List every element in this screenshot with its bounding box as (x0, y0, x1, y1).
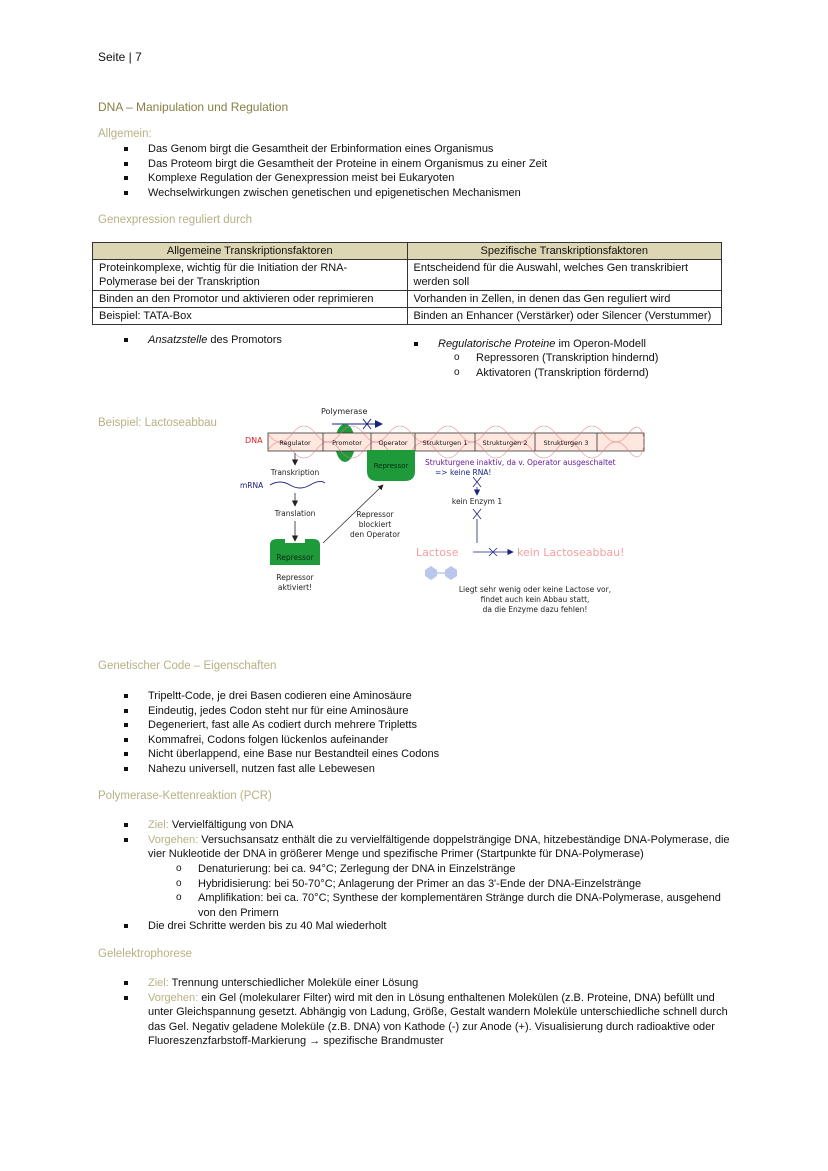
italic-term: Ansatzstelle (148, 334, 208, 346)
italic-term: Regulatorische Proteine (438, 338, 556, 350)
table-cell: Binden an Enhancer (Verstärker) oder Silencer (Verstummer) (407, 308, 722, 325)
list-item: Nicht überlappend, eine Base nur Bestandteil eines Codons (98, 747, 738, 762)
list-item (98, 976, 738, 991)
code-list (98, 689, 738, 776)
ziel-text: Vervielfältigung von DNA (168, 819, 294, 831)
list-item (98, 991, 738, 1049)
table-cell: Binden an den Promotor und aktivieren oder reprimieren (93, 291, 408, 308)
strukturgene-inaktiv: Strukturgene inaktiv, da v. Operator ausgeschaltet (425, 458, 616, 467)
list-item: Die drei Schritte werden bis zu 40 Mal wiederholt (98, 919, 738, 934)
list-item: Degeneriert, fast alle As codiert durch mehrere Tripletts (98, 718, 738, 733)
list-item: Das Genom birgt die Gesamtheit der Erbinformation eines Organismus (98, 142, 738, 157)
segment-strukturgen-3: Strukturgen 3 (543, 439, 589, 447)
segment-promotor: Promotor (332, 439, 362, 447)
kein-abbau-label: kein Lactoseabbau! (517, 546, 625, 559)
ziel-label: Ziel: (148, 819, 169, 831)
table-cell: Beispiel: TATA-Box (93, 308, 408, 325)
gel-list (98, 976, 738, 1049)
table-row (93, 308, 722, 325)
gel-heading: Gelelektrophorese (98, 948, 192, 960)
segment-regulator: Regulator (279, 439, 311, 447)
list-item (98, 333, 388, 348)
dna-label: DNA (245, 436, 263, 445)
translation-label: Translation (274, 509, 316, 518)
segment-operator: Operator (378, 439, 408, 447)
kein-enzym-label: kein Enzym 1 (451, 497, 503, 506)
list-item: Nahezu universell, nutzen fast alle Lebewesen (98, 762, 738, 777)
footer-line3: da die Enzyme dazu fehlen! (482, 605, 588, 614)
pcr-steps (110, 862, 728, 920)
cross-icon (473, 509, 481, 519)
footer-line1: Liegt sehr wenig oder keine Lactose vor, (458, 585, 612, 594)
list-item: o Hybridisierung: bei 50-70°C; Anlagerung der Primer an das 3'-Ende der DNA-Einzelstränge (110, 877, 728, 892)
footer-line2: findet auch kein Abbau statt, (480, 595, 590, 604)
page-number: Seite | 7 (98, 50, 142, 64)
table-cell: Proteinkomplexe, wichtig für die Initiation der RNA-Polymerase bei der Transkription (93, 260, 408, 291)
polymerase-label: Polymerase (321, 407, 368, 416)
table-cell: Vorhanden in Zellen, in denen das Gen reguliert wird (407, 291, 722, 308)
genexpression-heading: Genexpression reguliert durch (98, 214, 253, 226)
note-text: des Promotors (207, 334, 282, 346)
vorgehen-text: ein Gel (molekularer Filter) wird mit den in Lösung enthaltenen Molekülen (z.B. Proteine, DNA) befüllt und unter Gleichspannung gesetzt. Abhängig von Ladung, Größe, Gestalt wandern Moleküle unterschiedliche schnell durch das Gel. Negativ geladene Moleküle (z.B. DNA) von Kathode (-) zur Anode (+). Visualisierung durch radioaktive oder Fluoreszenzfarbstoff-Markierung → spezifische Brandmuster (148, 991, 728, 1047)
cross-icon (473, 477, 481, 487)
pcr-wiederholt-list (98, 919, 738, 934)
blockiert-line2: blockiert (358, 520, 392, 529)
keine-rna: => keine RNA! (435, 468, 492, 477)
list-item (98, 833, 738, 862)
segment-strukturgen-1: Strukturgen 1 (422, 439, 468, 447)
right-note-list (388, 337, 728, 352)
repressor-free-label: Repressor (276, 553, 314, 562)
list-item (388, 337, 728, 352)
table-row (93, 291, 722, 308)
code-heading: Genetischer Code – Eigenschaften (98, 660, 277, 672)
right-sub-list (388, 351, 728, 380)
table-header: Spezifische Transkriptionsfaktoren (407, 243, 722, 260)
list-item: Eindeutig, jedes Codon steht nur für eine Aminosäure (98, 704, 738, 719)
allgemein-heading: Allgemein: (98, 128, 152, 140)
list-item: Komplexe Regulation der Genexpression meist bei Eukaryoten (98, 171, 738, 186)
pcr-heading: Polymerase-Kettenreaktion (PCR) (98, 790, 272, 802)
list-item: Wechselwirkungen zwischen genetischen und epigenetischen Mechanismen (98, 186, 738, 201)
blockiert-line3: den Operator (349, 530, 401, 539)
vorgehen-label: Vorgehen: (148, 833, 199, 846)
list-item: o Denaturierung: bei ca. 94°C; Zerlegung der DNA in Einzelstränge (110, 862, 728, 877)
beispiel-heading: Beispiel: Lactoseabbau (98, 417, 217, 429)
transcription-factors-table (92, 242, 722, 325)
list-item: Kommafrei, Codons folgen lückenlos aufeinander (98, 733, 738, 748)
list-item: Tripeltt-Code, je drei Basen codieren eine Aminosäure (98, 689, 738, 704)
ziel-text: Trennung unterschiedlicher Moleküle einer Lösung (168, 977, 419, 989)
vorgehen-text: Versuchsansatz enthält die zu vervielfältigende doppelsträngige DNA, hitzebeständige DNA-Polymerase, die vier Nukleotide der DNA in größerer Menge und spezifische Primer (Startpunkte für DNA-Polymerase) (148, 833, 730, 860)
list-item (98, 818, 738, 833)
lactose-label: Lactose (416, 546, 459, 559)
list-item: o Repressoren (Transkription hindernd) (388, 351, 728, 366)
pcr-list (98, 818, 738, 862)
segment-strukturgen-2: Strukturgen 2 (482, 439, 528, 447)
list-item: o Amplifikation: bei ca. 70°C; Synthese der komplementären Stränge durch die DNA-Polymerase, ausgehend von den Primern (110, 891, 728, 920)
repressor-aktiviert-line2: aktiviert! (277, 583, 313, 592)
list-item: o Aktivatoren (Transkription fördernd) (388, 366, 728, 381)
vorgehen-label: Vorgehen: (148, 991, 199, 1004)
table-row (93, 260, 722, 291)
allgemein-list (98, 142, 738, 200)
repressor-aktiviert-line1: Repressor (276, 573, 314, 582)
table-header: Allgemeine Transkriptionsfaktoren (93, 243, 408, 260)
repressor-bound-label: Repressor (373, 462, 409, 470)
mrna-wave (270, 481, 325, 488)
left-note-list (98, 333, 388, 348)
transkription-label: Transkription (270, 468, 320, 477)
note-text: im Operon-Modell (555, 338, 646, 350)
lactose-operon-diagram (235, 403, 648, 620)
mrna-label: mRNA (240, 481, 264, 490)
blockiert-line1: Repressor (356, 510, 394, 519)
table-cell: Entscheidend für die Auswahl, welches Gen transkribiert werden soll (407, 260, 722, 291)
section-title: DNA – Manipulation und Regulation (98, 100, 289, 114)
list-item: Das Proteom birgt die Gesamtheit der Proteine in einem Organismus zu einer Zeit (98, 157, 738, 172)
ziel-label: Ziel: (148, 977, 169, 989)
